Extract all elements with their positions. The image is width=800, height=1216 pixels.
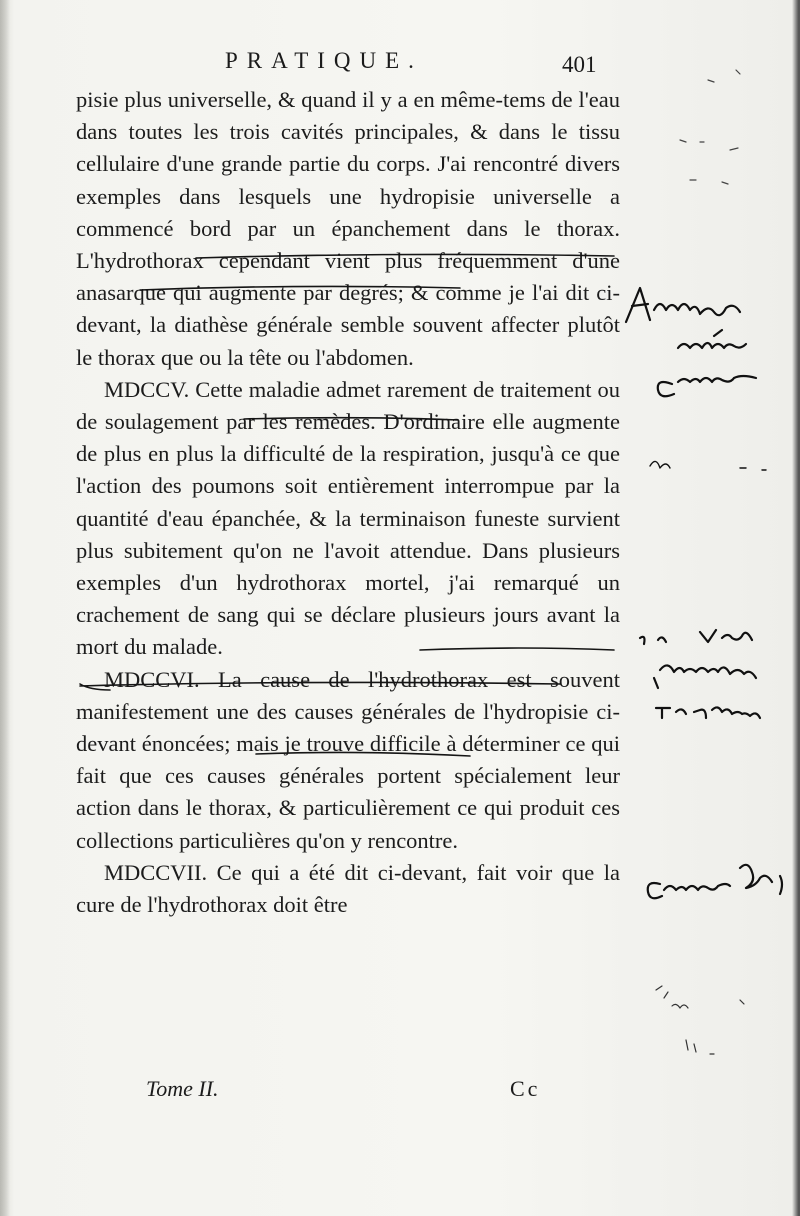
printer-signature: Cc [510, 1076, 541, 1101]
margin-note-faint-marks [656, 986, 744, 1054]
running-title: PRATIQUE. [225, 48, 423, 73]
volume-label: Tome II. [146, 1076, 219, 1101]
margin-note-line-3 [658, 376, 756, 396]
paragraph-continuation: pisie plus universelle, & quand il y a en même-tems de l'eau dans toutes les trois cavités principales, & dans le tissu cellulaire d'une grande partie du corps. J'ai rencontré divers exemples dans lesquels une hydropisie universelle a commencé bord par un épanchement dans le thorax. L'hydrothorax cependant vient plus fréquemment d'une anasarque qui augmente par degrés; & comme je l'ai dit ci-devant, la diathèse générale semble souvent affecter plutôt le thorax que ou la tête ou l'abdomen. [76, 87, 620, 370]
page-number: 401 [562, 52, 597, 77]
margin-note-line-4 [650, 461, 766, 470]
margin-note-second-group [640, 630, 760, 718]
margin-note-top-faint [680, 70, 740, 184]
margin-note-third-group [648, 865, 782, 898]
paragraph-mdccvii: MDCCVII. Ce qui a été dit ci-devant, fait voir que la cure de l'hydrothorax doit être [76, 859, 620, 918]
paragraph-mdccvi: MDCCVI. La cause de l'hydrothorax est souvent manifestement une des causes générales de l'hydropisie ci-devant énoncées; mais je trouve difficile à déterminer ce qui fait que ces causes générales portent spécialement leur action dans le thorax, & particulièrement ce qui produit ces collections particulières qu'on y rencontre. [76, 666, 620, 853]
margin-note-anasarque [626, 288, 740, 322]
margin-note-line-2 [678, 330, 746, 348]
paragraph-mdccv: MDCCV. Cette maladie admet rarement de traitement ou de soulagement par les remèdes. D'ordinaire elle augmente de plus en plus la difficulté de la respiration, jusqu'à ce que l'action des poumons soit entièrement interrompue par la quantité d'eau épanchée, & la terminaison funeste survient plus subitement qu'on ne l'avoit attendue. Dans plusieurs exemples d'un hydrothorax mortel, j'ai remarqué un crachement de sang qui se déclare plusieurs jours avant la mort du malade. [76, 376, 620, 660]
